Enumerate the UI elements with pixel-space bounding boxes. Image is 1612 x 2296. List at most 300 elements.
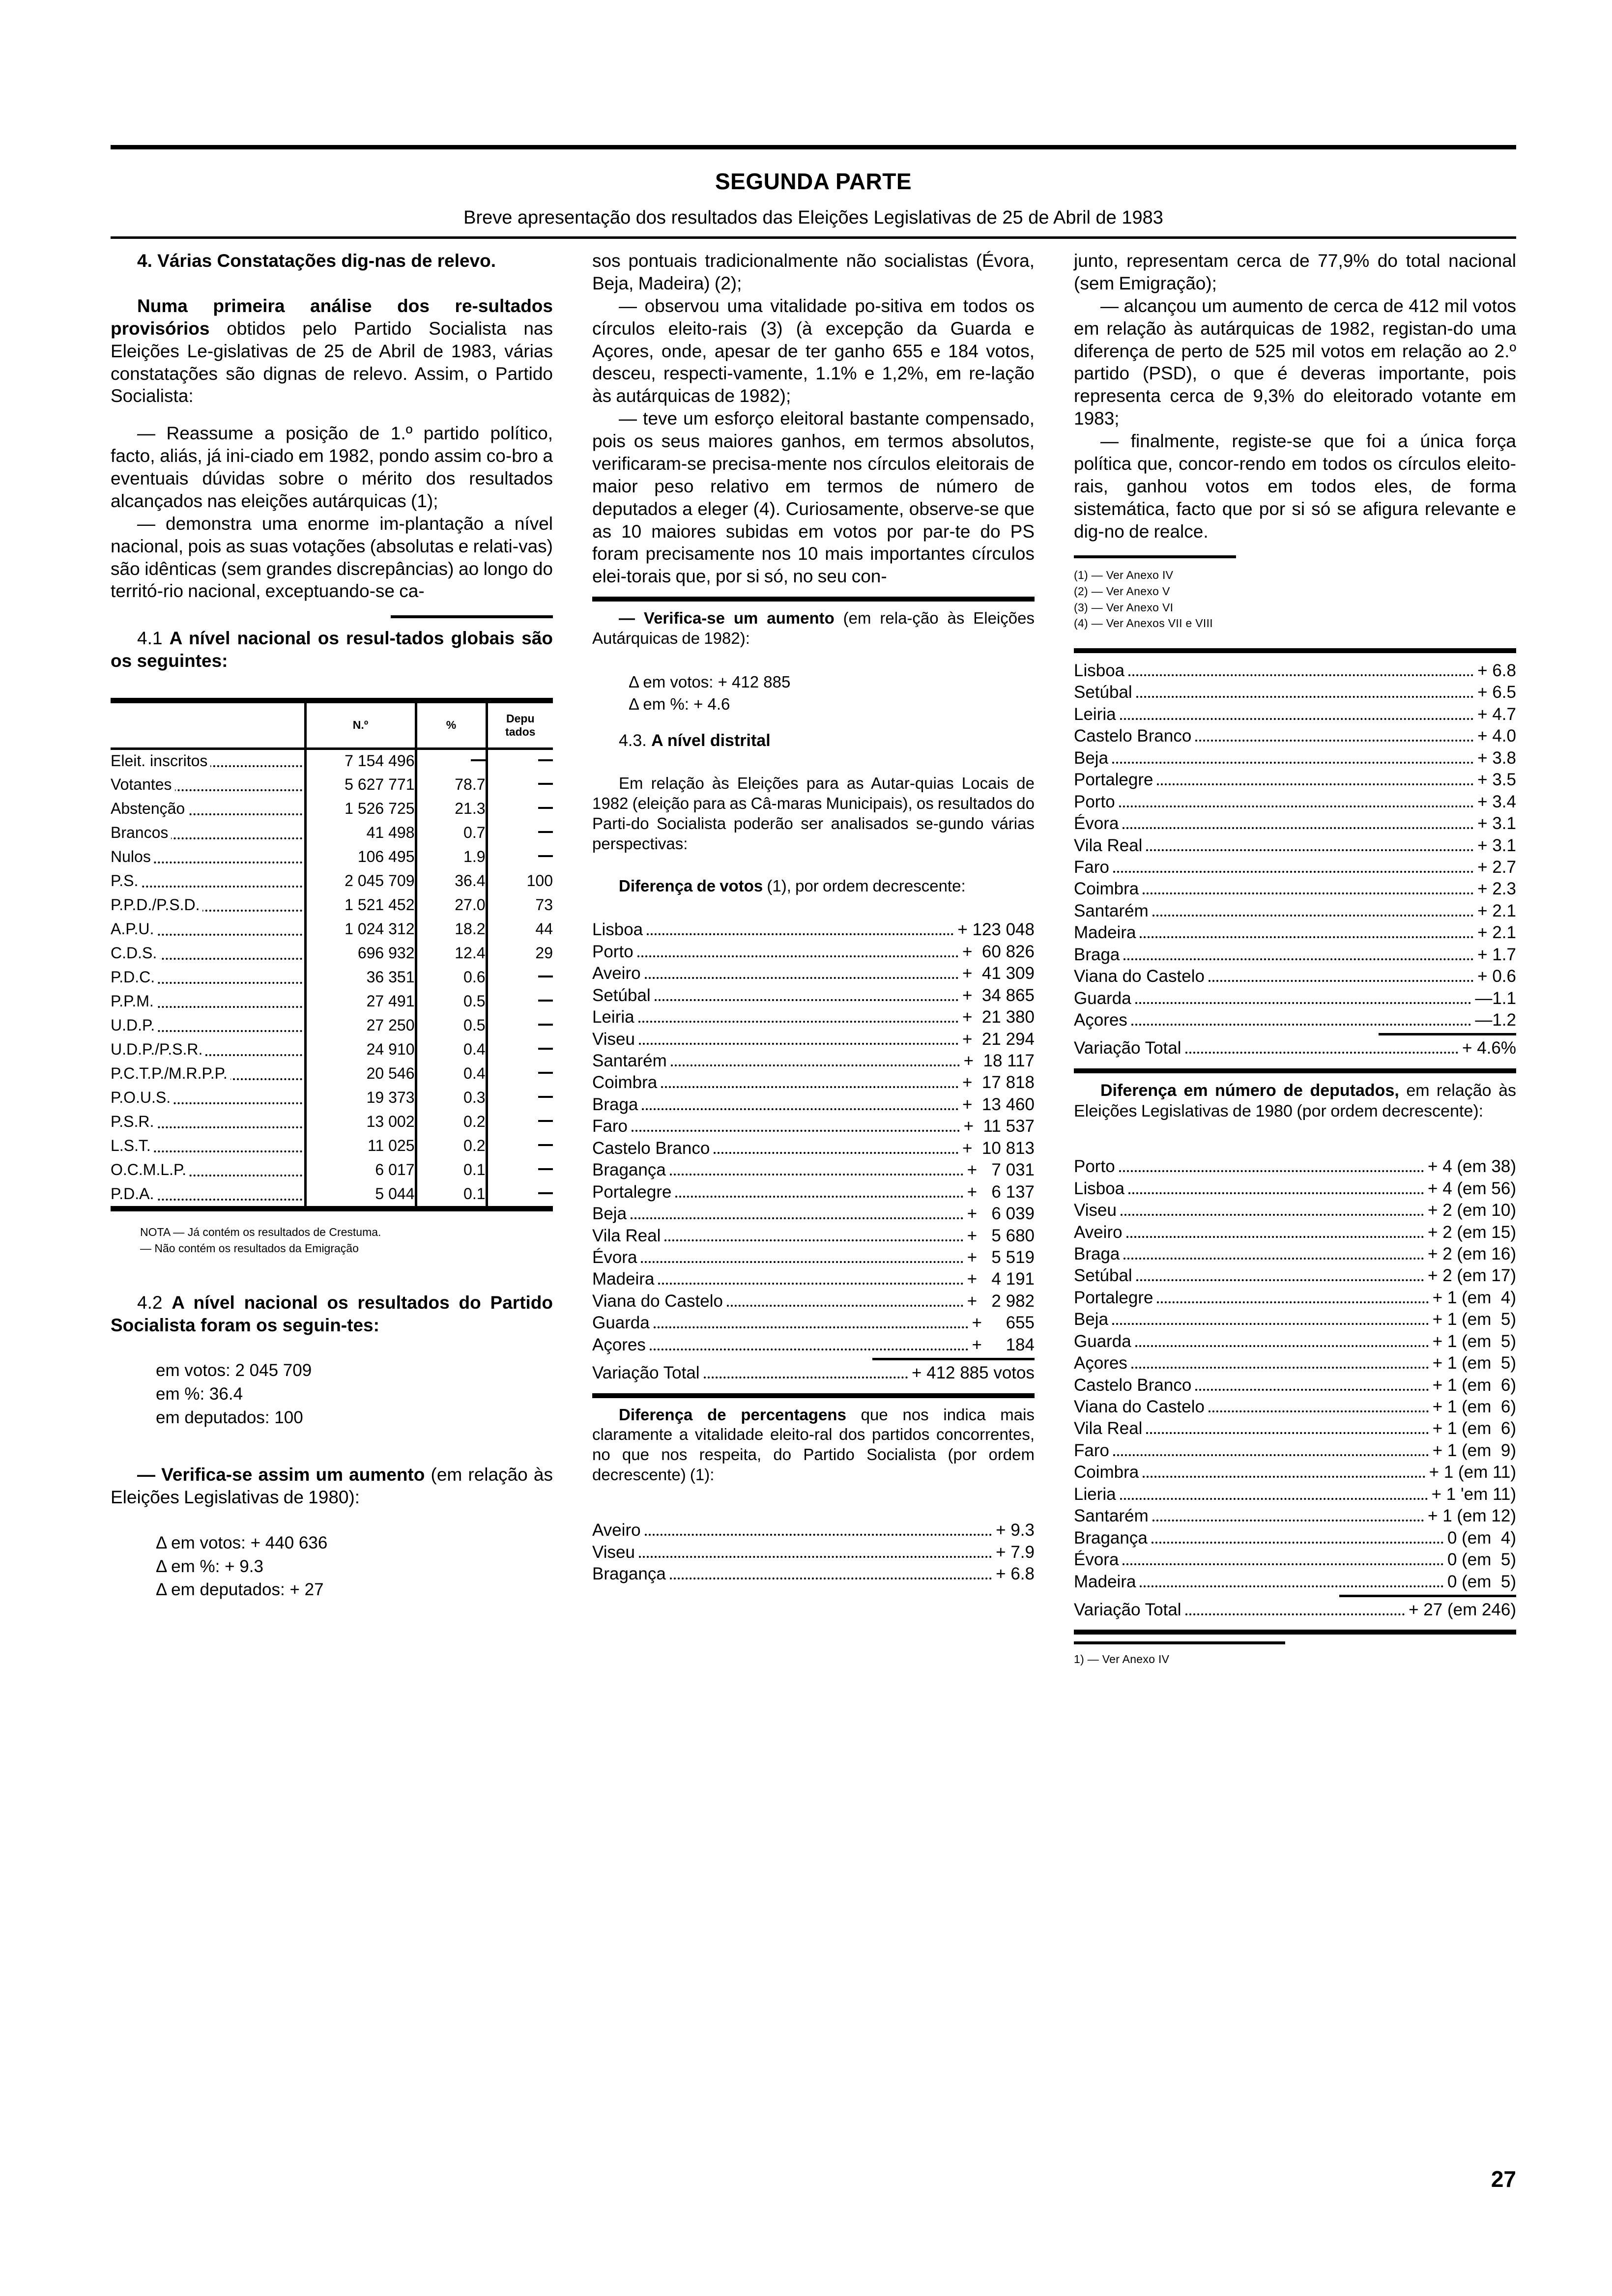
list-item-value: + 41 309 [962, 964, 1035, 983]
table-cell-label [111, 1182, 305, 1206]
footnote-line: (2) — Ver Anexo V [1074, 585, 1170, 598]
table-row [111, 1110, 553, 1134]
list-item-value: 0 (em 5) [1447, 1550, 1516, 1570]
votes-total-value: + 412 885 votos [911, 1363, 1035, 1383]
list-item [1074, 1352, 1516, 1374]
table-cell-number: 7 154 496 [305, 748, 416, 773]
table-header-deputies-line2: tados [505, 725, 536, 738]
heading-42-text: A nível nacional os resultados do Partido Socialista foram os seguin-tes: [111, 1292, 553, 1335]
paragraph-verifica-1982 [592, 608, 1035, 649]
table-cell-label-text: P.P.D./P.S.D. [111, 896, 202, 914]
leader-dots [639, 1043, 958, 1045]
bottom-footnote-rule [1074, 1641, 1285, 1644]
table-cell-deputies [487, 748, 553, 773]
list-item [592, 1138, 1035, 1159]
table-cell-percent: 0.2 [416, 1134, 487, 1158]
paragraph-43-intro: Em relação às Eleições para as Autar-quias Locais de 1982 (eleição para as Câ-maras Municipais), os resultados do Parti-do Socialista poderão ser analisados se-gundo várias perspectivas: [592, 774, 1035, 853]
table-header-number: N.º [305, 703, 416, 748]
heading-42-number: 4.2 [137, 1292, 172, 1313]
leader-dots [727, 1305, 963, 1307]
table-cell-label-text: P.P.M. [111, 992, 157, 1010]
verifica-1980-bold: — Verifica-se assim um aumento [137, 1464, 425, 1485]
table-cell-label [111, 1134, 305, 1158]
list-item [1074, 857, 1516, 878]
table-row [111, 1182, 553, 1206]
list-item-label: Açores [1074, 1353, 1127, 1373]
list-item [1074, 769, 1516, 791]
list-item-value: + 4 (em 56) [1428, 1178, 1516, 1198]
bullet-reassume: — Reassume a posição de 1.º partido político, facto, aliás, já ini-ciado em 1982, pondo assim co-bro a eventuais dúvidas sobre o mérito dos resultados alcançados nas eleições autárquicas (1); [111, 423, 553, 511]
table-cell-label-text: P.C.T.P./M.R.P.P. [111, 1064, 230, 1082]
list-item [592, 1225, 1035, 1247]
table-cell-percent: 0.4 [416, 1037, 487, 1062]
table-cell-deputies [487, 989, 553, 1013]
em-dash [538, 1072, 553, 1074]
list-item [592, 1334, 1035, 1356]
table-cell-number: 1 526 725 [305, 797, 416, 821]
table-cell-percent: 0.3 [416, 1086, 487, 1110]
table-cell-number: 41 498 [305, 821, 416, 845]
table-cell-percent [416, 748, 487, 773]
list-item [592, 1563, 1035, 1585]
table-cell-label-text: U.D.P. [111, 1016, 158, 1034]
table-cell-number: 6 017 [305, 1158, 416, 1182]
diferenca-deputados-rest: em relação às Eleições Legislativas de 1980 (por ordem decrescente): [1074, 1081, 1516, 1121]
list-item-value: + 1 (em 9) [1432, 1440, 1516, 1460]
list-item-value: + 3.5 [1477, 770, 1516, 790]
table-cell-number: 5 044 [305, 1182, 416, 1206]
leader-dots [639, 1556, 992, 1558]
table-header-row [111, 703, 553, 748]
table-cell-percent: 21.3 [416, 797, 487, 821]
table-note [111, 1224, 553, 1257]
list-item-value: + 1 (em 11) [1429, 1463, 1516, 1482]
list-item-value: + 18 117 [963, 1051, 1035, 1070]
diferenca-percentagens-bold: Diferença de percentagens [619, 1405, 846, 1424]
ps-result-votes: em votos: 2 045 709 [156, 1361, 312, 1380]
list-item [1074, 944, 1516, 966]
list-item-value: —1.1 [1475, 988, 1516, 1008]
table-row [111, 845, 553, 869]
leader-dots [1146, 849, 1473, 851]
footnote-line: (3) — Ver Anexo VI [1074, 601, 1174, 614]
percent-difference-list-start [592, 1520, 1035, 1585]
col3-section-rule [1074, 648, 1516, 653]
list-item [592, 1094, 1035, 1116]
list-item-value: + 2 (em 17) [1428, 1266, 1516, 1286]
paragraph-intro [111, 295, 553, 407]
list-item-label: Lisboa [592, 920, 643, 940]
list-item-value: + 17 818 [962, 1073, 1035, 1092]
list-item-label: Portalegre [1074, 770, 1153, 790]
list-item [1074, 878, 1516, 900]
votes-difference-list [592, 919, 1035, 1356]
table-cell-percent: 0.1 [416, 1158, 487, 1182]
table-cell-percent: 0.7 [416, 821, 487, 845]
list-item [1074, 1222, 1516, 1243]
heading-diferenca-deputados [1074, 1080, 1516, 1121]
table-cell-deputies [487, 965, 553, 989]
list-item [1074, 1440, 1516, 1462]
list-item [1074, 1009, 1516, 1031]
list-item [1074, 1156, 1516, 1177]
table-cell-label [111, 1086, 305, 1110]
table-bottom-rule [111, 1206, 553, 1211]
three-column-body [111, 250, 1516, 1667]
list-item [592, 1247, 1035, 1268]
list-item [592, 941, 1035, 963]
list-item-label: Aveiro [1074, 1222, 1123, 1242]
list-item [592, 1268, 1035, 1290]
list-item-label: Viana do Castelo [1074, 967, 1205, 986]
list-item [592, 1116, 1035, 1137]
table-cell-label-text: Eleit. inscritos [111, 752, 210, 770]
list-item-value: + 1 (em 5) [1432, 1310, 1516, 1329]
table-cell-number: 1 521 452 [305, 893, 416, 917]
leader-dots [1140, 1585, 1443, 1587]
leader-dots [637, 955, 958, 957]
list-item [1074, 1571, 1516, 1593]
verifica-1980-rest: (em relação às Eleições Legislativas de 1980): [111, 1464, 553, 1508]
national-results-table [111, 703, 553, 1206]
table-cell-label-text: P.S.R. [111, 1113, 157, 1130]
list-item-label: Coimbra [1074, 1463, 1139, 1482]
list-item-label: Faro [1074, 857, 1109, 877]
leader-dots [670, 1578, 992, 1579]
table-cell-label-text: C.D.S. [111, 944, 160, 962]
ps-national-results [111, 1359, 553, 1429]
table-cell-label [111, 821, 305, 845]
leader-dots [1140, 936, 1473, 938]
leader-dots [1195, 1389, 1429, 1391]
table-cell-number: 2 045 709 [305, 869, 416, 893]
list-item-value: + 2 (em 15) [1428, 1222, 1516, 1242]
delta-1980-block [111, 1531, 553, 1602]
table-cell-label-text: P.D.A. [111, 1185, 157, 1203]
em-dash [538, 759, 553, 761]
heading-43-text: A nível distrital [651, 731, 771, 750]
list-item [592, 1159, 1035, 1181]
em-dash [538, 1096, 553, 1098]
list-item-value: + 655 [972, 1313, 1035, 1333]
heading-43-number: 4.3. [619, 731, 652, 750]
table-cell-percent: 0.4 [416, 1062, 487, 1086]
list-item [1074, 747, 1516, 769]
table-row [111, 941, 553, 965]
table-row [111, 989, 553, 1013]
leader-dots [1146, 1432, 1428, 1434]
delta-1982-block [592, 671, 1035, 716]
table-cell-label [111, 1037, 305, 1062]
list-item-label: Castelo Branco [592, 1138, 710, 1158]
table-row [111, 797, 553, 821]
list-item-value: + 7.9 [996, 1542, 1035, 1562]
table-body [111, 748, 553, 1206]
leader-dots [654, 1326, 968, 1328]
list-item-label: Évora [1074, 1550, 1119, 1570]
bullet-finalmente: — finalmente, registe-se que foi a única força política que, concor-rendo em todos os círculos eleito-rais, ganhou votos em todos eles, de forma sistemática, facto que por si só se afigura relevante e dig-no de realce. [1074, 431, 1516, 542]
list-item-value: + 2.3 [1477, 879, 1516, 899]
leader-dots [1112, 762, 1473, 764]
em-dash [538, 1024, 553, 1026]
table-cell-deputies: 44 [487, 917, 553, 941]
leader-dots [1119, 805, 1474, 807]
list-item-value: + 5 519 [967, 1247, 1035, 1267]
list-item-value: + 1 (em 6) [1432, 1397, 1516, 1416]
table-cell-percent: 0.2 [416, 1110, 487, 1134]
table-header-percent: % [416, 703, 487, 748]
list-item-label: Porto [1074, 1157, 1115, 1177]
table-cell-label-text: Votantes [111, 775, 175, 793]
bullet-observou: — observou uma vitalidade po-sitiva em todos os círculos eleito-rais (3) (à excepção da Guarda e Açores, onde, apesar de ter ganho 655 e 184 votos, desceu, respecti-vamente, 1.1% e 1,2%, em re-lação às autárquicas de 1982); [592, 295, 1035, 406]
list-item [592, 1072, 1035, 1093]
table-cell-number: 20 546 [305, 1062, 416, 1086]
list-item-value: + 2 (em 10) [1428, 1201, 1516, 1220]
list-item-value: + 6 039 [967, 1204, 1035, 1224]
leader-dots [1157, 1301, 1428, 1303]
col3-section-rule-3 [1074, 1630, 1516, 1635]
list-item [592, 1312, 1035, 1334]
table-row [111, 917, 553, 941]
leader-dots [1136, 1279, 1424, 1281]
list-item-label: Beja [1074, 1310, 1109, 1329]
col3-section-rule-2 [1074, 1068, 1516, 1073]
list-item [1074, 966, 1516, 987]
table-row [111, 821, 553, 845]
list-item [1074, 1178, 1516, 1200]
delta-1980-deputies: Δ em deputados: + 27 [156, 1580, 324, 1600]
list-item-value: + 1 (em 4) [1432, 1288, 1516, 1307]
list-item-label: Braga [1074, 1244, 1120, 1263]
ps-result-percent: em %: 36.4 [156, 1384, 243, 1404]
list-item [1074, 660, 1516, 682]
list-item [592, 985, 1035, 1006]
bullet-alcancou: — alcançou um aumento de cerca de 412 mil votos em relação às autárquicas de 1982, registan-do uma diferença de perto de 525 mil votos em relação ao 2.º partido (PSD), o que é deveras importante, pois representa cerca de 9,3% do eleitorado votante em 1983; [1074, 295, 1516, 429]
list-item [1074, 1527, 1516, 1549]
list-item-value: + 2.1 [1477, 923, 1516, 943]
leader-dots [1209, 980, 1473, 982]
list-item-value: + 2.1 [1477, 901, 1516, 920]
table-cell-deputies [487, 1182, 553, 1206]
page-title: SEGUNDA PARTE [715, 169, 912, 194]
em-dash [471, 759, 486, 761]
paragraph-continuation-col3: junto, representam cerca de 77,9% do total nacional (sem Emigração); [1074, 251, 1516, 293]
leader-dots [658, 1283, 963, 1285]
list-item [1074, 1200, 1516, 1221]
list-item-value: + 2.7 [1477, 857, 1516, 877]
list-item-label: Guarda [592, 1313, 650, 1333]
list-item-value: + 6.8 [1477, 661, 1516, 680]
list-item-label: Porto [592, 942, 633, 961]
table-cell-number: 5 627 771 [305, 773, 416, 797]
delta-1982-votes: Δ em votos: + 412 885 [629, 672, 791, 691]
table-row [111, 1158, 553, 1182]
delta-1980-percent: Δ em %: + 9.3 [156, 1556, 263, 1576]
list-item-label: Santarém [1074, 901, 1149, 920]
table-cell-deputies [487, 821, 553, 845]
column-divider-rule [391, 615, 553, 618]
em-dash [538, 855, 553, 857]
diferenca-deputados-bold: Diferença em número de deputados, [1100, 1081, 1399, 1100]
verifica-1982-rest: (em rela-ção às Eleições Autárquicas de 1982): [592, 609, 1035, 648]
page-subtitle: Breve apresentação dos resultados das Eleições Legislativas de 25 de Abril de 1983 [463, 207, 1163, 228]
leader-dots [1143, 892, 1473, 894]
table-note-line-2: — Não contém os resultados da Emigração [140, 1242, 359, 1255]
list-item [592, 919, 1035, 941]
list-item-value: + 9.3 [996, 1521, 1035, 1540]
table-cell-deputies [487, 1062, 553, 1086]
bullet-demonstra: — demonstra uma enorme im-plantação a nível nacional, pois as suas votações (absolutas e relati-vas) são idênticas (sem grandes discrepâncias) ao longo do territó-rio nacional, exceptuando-se ca- [111, 513, 553, 602]
list-item-value: + 4.0 [1477, 726, 1516, 746]
percent-total-label: Variação Total [1074, 1038, 1181, 1058]
list-item-value: + 4 191 [967, 1269, 1035, 1289]
leader-dots [1131, 1024, 1471, 1026]
table-note-line-1: NOTA — Já contém os resultados de Crestuma. [140, 1226, 381, 1238]
list-item-label: Coimbra [1074, 879, 1139, 899]
table-cell-label [111, 893, 305, 917]
leader-dots [675, 1196, 963, 1198]
em-dash [538, 783, 553, 785]
leader-dots [645, 977, 958, 979]
list-item-label: Leiria [592, 1007, 634, 1027]
leader-dots [642, 1108, 958, 1110]
leader-dots [664, 1239, 963, 1241]
list-item [1074, 1287, 1516, 1309]
list-item [1074, 900, 1516, 922]
table-cell-label [111, 1110, 305, 1134]
list-item-label: Aveiro [592, 964, 641, 983]
leader-dots [1131, 1367, 1429, 1369]
verifica-1982-bold: — Verifica-se um aumento [619, 609, 835, 628]
leader-dots [1121, 1214, 1424, 1216]
table-cell-label [111, 941, 305, 965]
table-cell-deputies [487, 1134, 553, 1158]
table-cell-deputies [487, 773, 553, 797]
table-cell-percent: 18.2 [416, 917, 487, 941]
list-item-value: 0 (em 4) [1447, 1528, 1516, 1548]
list-item [592, 1362, 1035, 1384]
percent-sum-rule [1379, 1033, 1516, 1035]
list-item-label: Leiria [1074, 704, 1116, 724]
leader-dots [1128, 674, 1473, 676]
list-item-label: Setúbal [1074, 1266, 1132, 1286]
heading-section-43 [592, 730, 1035, 751]
list-item [1074, 922, 1516, 944]
list-item-value: + 13 460 [962, 1094, 1035, 1114]
list-item-label: Guarda [1074, 1331, 1131, 1351]
table-row [111, 893, 553, 917]
table-header-label [111, 703, 305, 748]
table-cell-label-text: L.S.T. [111, 1137, 154, 1154]
table-cell-percent: 0.6 [416, 965, 487, 989]
votes-total-row [592, 1362, 1035, 1384]
list-item-label: Bragança [1074, 1528, 1148, 1548]
table-cell-label [111, 845, 305, 869]
list-item [592, 1291, 1035, 1312]
list-item-label: Vila Real [592, 1226, 661, 1245]
list-item [1074, 1243, 1516, 1265]
delta-1982-percent: Δ em %: + 4.6 [629, 694, 730, 713]
list-item-label: Santarém [592, 1051, 667, 1070]
list-item-label: Guarda [1074, 988, 1131, 1008]
list-item-value: + 5 680 [967, 1226, 1035, 1245]
list-item-label: Lieria [1074, 1484, 1116, 1504]
table-head [111, 703, 553, 748]
leader-dots [1157, 783, 1473, 785]
list-item-label: Braga [592, 1094, 638, 1114]
footnotes-block [1074, 567, 1516, 631]
list-item-value: + 0.6 [1477, 967, 1516, 986]
leader-dots [1185, 1613, 1405, 1615]
leader-dots [1151, 1542, 1443, 1544]
table-cell-percent: 0.5 [416, 1013, 487, 1037]
deputies-difference-list [1074, 1156, 1516, 1593]
list-item-label: Viana do Castelo [1074, 1397, 1205, 1416]
heading-section-42 [111, 1292, 553, 1337]
table-row [111, 1086, 553, 1110]
leader-dots [631, 1217, 963, 1219]
list-item-label: Bragança [592, 1160, 666, 1180]
list-item-label: Viseu [1074, 1201, 1117, 1220]
table-cell-label-text: Abstenção [111, 800, 188, 817]
table-cell-deputies [487, 1086, 553, 1110]
list-item [1074, 1484, 1516, 1505]
table-cell-label [111, 1013, 305, 1037]
votes-sum-rule [872, 1358, 1035, 1360]
list-item-label: Castelo Branco [1074, 1375, 1192, 1395]
leader-dots [1119, 1170, 1424, 1172]
deputies-total-value: + 27 (em 246) [1409, 1600, 1516, 1619]
list-item-label: Santarém [1074, 1506, 1149, 1526]
table-row [111, 1013, 553, 1037]
list-item-value: + 60 826 [962, 942, 1035, 961]
list-item-value: + 1 (em 5) [1432, 1331, 1516, 1351]
list-item [1074, 1549, 1516, 1571]
list-item-value: + 3.1 [1477, 814, 1516, 833]
leader-dots [661, 1086, 958, 1088]
delta-1980-votes: Δ em votos: + 440 636 [156, 1533, 328, 1552]
list-item-label: Porto [1074, 792, 1115, 811]
percent-total-value: + 4.6% [1462, 1038, 1516, 1058]
list-item [1074, 1418, 1516, 1439]
table-cell-deputies [487, 797, 553, 821]
list-item-label: Coimbra [592, 1073, 658, 1092]
table-header-deputies-line1: Depu [506, 712, 535, 725]
list-item-label: Aveiro [592, 1521, 641, 1540]
list-item-label: Viana do Castelo [592, 1291, 723, 1311]
table-row [111, 748, 553, 773]
table-cell-label [111, 797, 305, 821]
diferenca-percentagens-rest: que nos indica mais claramente a vitalidade eleito-ral dos partidos concorrentes, no que nos respeita, do Partido Socialista (por ordem decrescente) (1): [592, 1405, 1035, 1484]
page-number: 27 [1491, 2166, 1516, 2192]
leader-dots [655, 999, 958, 1001]
list-item [1074, 1265, 1516, 1287]
heading-diferenca-percentagens [592, 1405, 1035, 1486]
diferenca-votos-bold: Diferença de votos [619, 877, 763, 895]
table-cell-number: 106 495 [305, 845, 416, 869]
table-cell-deputies [487, 845, 553, 869]
list-item [592, 1029, 1035, 1050]
table-cell-number: 13 002 [305, 1110, 416, 1134]
heading-41-text: A nível nacional os resul-tados globais são os seguintes: [111, 628, 553, 671]
table-cell-deputies [487, 1158, 553, 1182]
votes-total-label: Variação Total [592, 1363, 700, 1383]
table-cell-number: 27 491 [305, 989, 416, 1013]
leader-dots [704, 1377, 908, 1378]
table-cell-deputies: 100 [487, 869, 553, 893]
table-cell-label-text: A.P.U. [111, 920, 157, 938]
list-item [592, 963, 1035, 984]
